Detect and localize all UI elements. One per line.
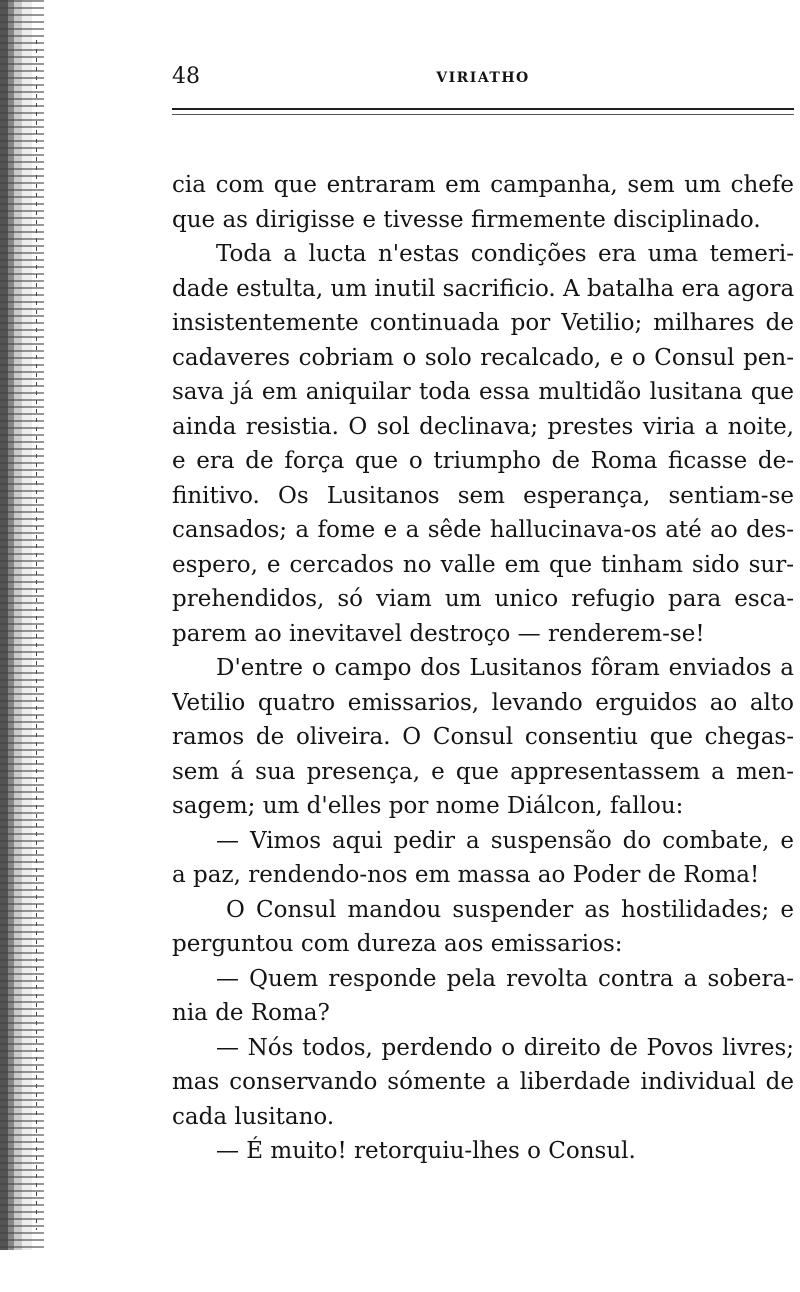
- text-line: cadaveres cobriam o solo recalcado, e o Consul pen-: [172, 344, 794, 371]
- page-number: 48: [172, 64, 200, 89]
- text-line: — É muito! retorquiu-lhes o Consul.: [216, 1138, 636, 1164]
- header-rule-thick: [172, 108, 794, 110]
- text-line: finitivo. Os Lusitanos sem esperança, sentiam-se: [172, 482, 794, 509]
- text-line: cada lusitano.: [172, 1103, 335, 1130]
- text-line: cansados; a fome e a sêde hallucinava-os até ao des-: [172, 517, 794, 543]
- text-line: — Quem responde pela revolta contra a sobera-: [216, 965, 794, 992]
- text-line: cia com que entraram em campanha, sem um chefe: [172, 172, 794, 198]
- binding-edge-line: [36, 40, 37, 1230]
- text-line: insistentemente continuada por Vetilio; milhares de: [172, 310, 794, 336]
- text-line: dade estulta, um inutil sacrificio. A batalha era agora: [172, 275, 794, 302]
- text-line: parem ao inevitavel destroço — renderem-se!: [172, 620, 705, 647]
- text-line: ainda resistia. O sol declinava; prestes viria a noite,: [172, 413, 794, 440]
- text-line: sava já em aniquilar toda essa multidão lusitana que: [172, 379, 794, 405]
- text-line: perguntou com dureza aos emissarios:: [172, 931, 623, 957]
- text-line: mas conservando sómente a liberdade individual de: [172, 1069, 794, 1095]
- text-line: que as dirigisse e tivesse firmemente disciplinado.: [172, 206, 761, 233]
- running-title: VIRIATHO: [436, 70, 530, 86]
- text-line: ramos de oliveira. O Consul consentiu que chegas-: [172, 724, 794, 750]
- binding-edge-shadow: [0, 0, 44, 1250]
- text-line: a paz, rendendo-nos em massa ao Poder de Roma!: [172, 862, 760, 888]
- body-text: [172, 168, 794, 1169]
- text-line: sagem; um d'elles por nome Diálcon, fallou:: [172, 793, 684, 819]
- header-rule-thin: [172, 114, 794, 115]
- text-line: espero, e cercados no valle em que tinham sido sur-: [172, 551, 794, 578]
- text-line: sem á sua presença, e que appresentassem a men-: [172, 758, 794, 785]
- text-line: O Consul mandou suspender as hostilidades; e: [226, 896, 794, 923]
- text-line: — Vimos aqui pedir a suspensão do combate, e: [216, 827, 794, 854]
- text-line: D'entre o campo dos Lusitanos fôram enviados a: [216, 655, 794, 681]
- text-line: Vetilio quatro emissarios, levando erguidos ao alto: [172, 689, 794, 716]
- page-header: [172, 62, 794, 92]
- text-line: — Nós todos, perdendo o direito de Povos livres;: [216, 1034, 794, 1061]
- text-line: prehendidos, só viam um unico refugio para esca-: [172, 586, 794, 612]
- text-line: nia de Roma?: [172, 1000, 330, 1026]
- text-line: e era de força que o triumpho de Roma ficasse de-: [172, 448, 794, 474]
- text-line: Toda a lucta n'estas condições era uma temeri-: [216, 241, 794, 267]
